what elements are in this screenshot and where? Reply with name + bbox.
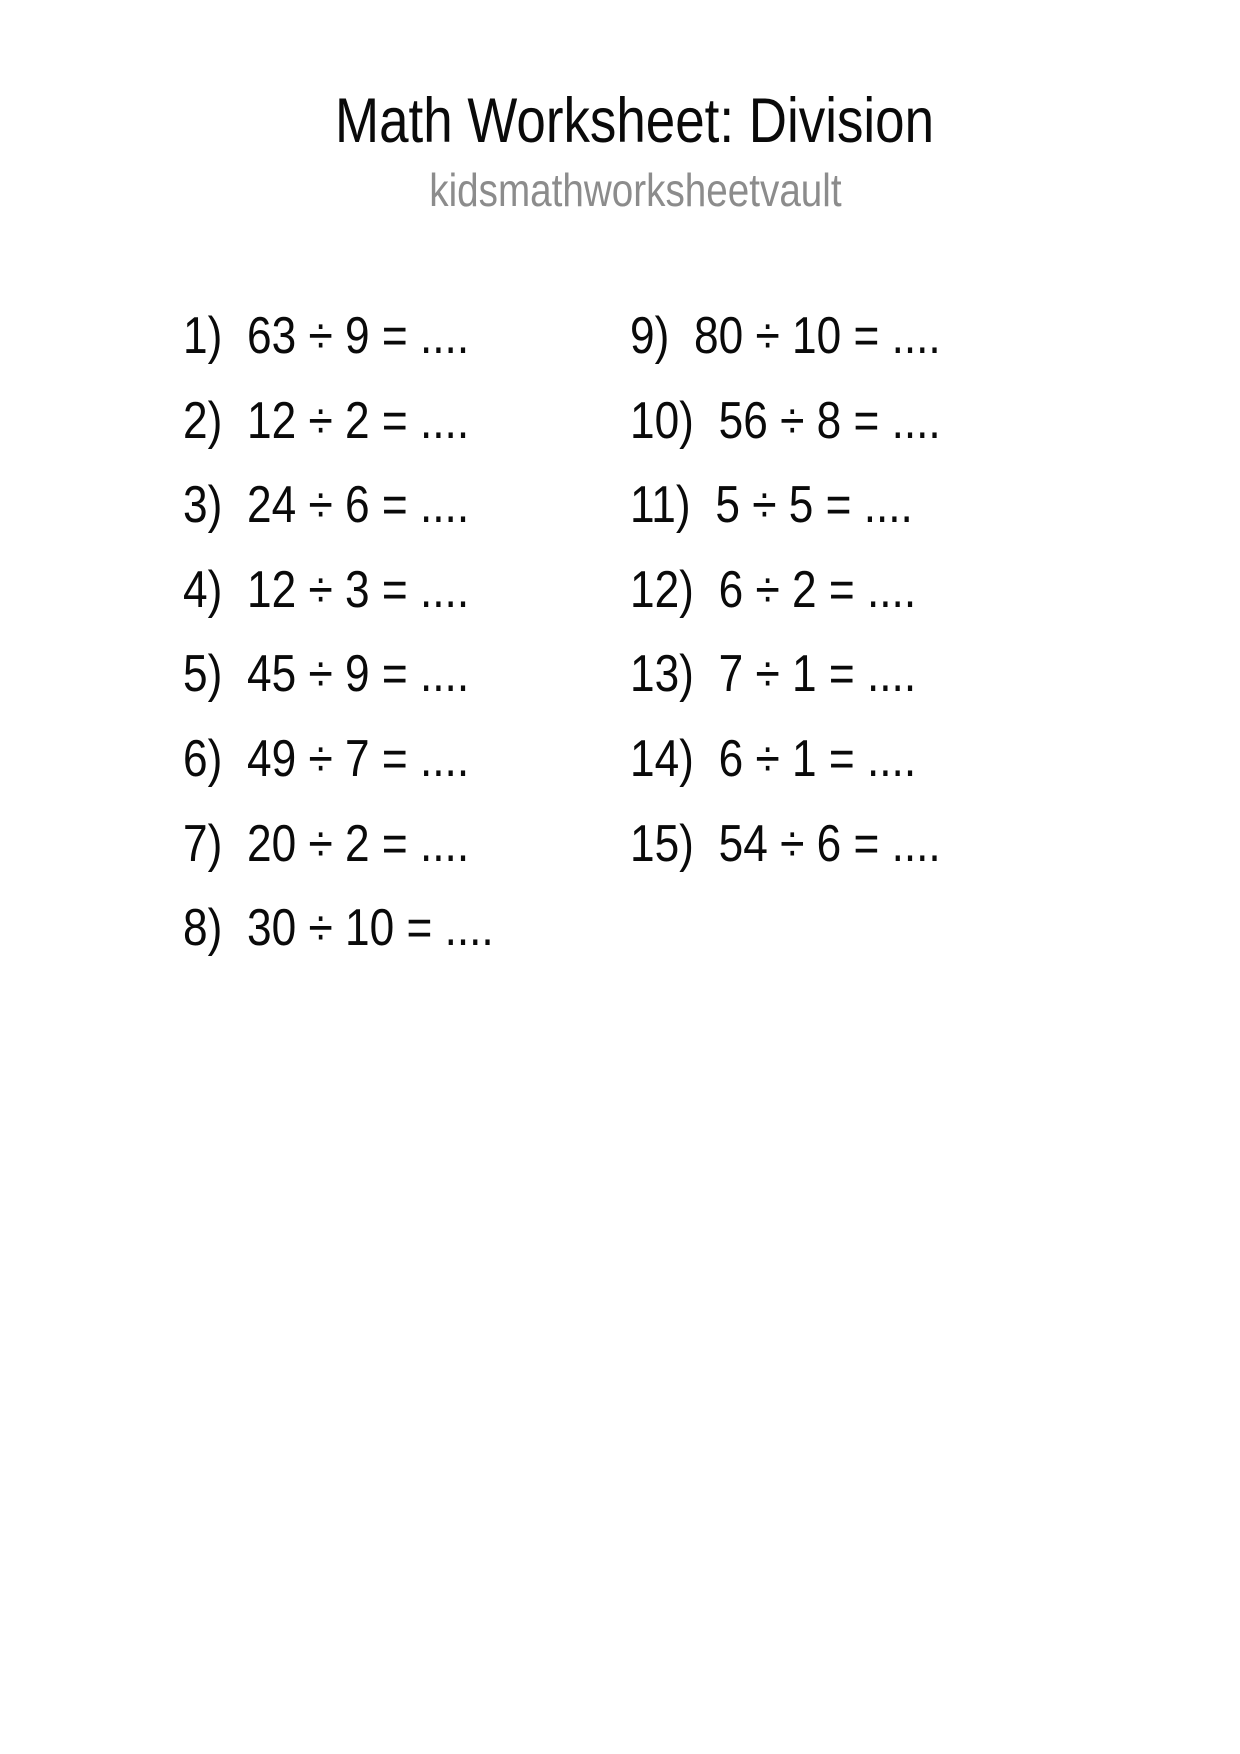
problem-expression: 24 ÷ 6 = .... <box>247 476 470 535</box>
problems-column-left <box>183 307 630 987</box>
problems-section <box>0 307 1240 987</box>
problem-expression: 49 ÷ 7 = .... <box>247 730 470 789</box>
problem-number: 6) <box>183 730 223 789</box>
problem-number: 5) <box>183 645 223 704</box>
problem-line <box>630 476 913 535</box>
problem-number: 15) <box>630 814 694 873</box>
problem-number: 11) <box>630 476 691 535</box>
problem-expression: 6 ÷ 2 = .... <box>718 560 917 619</box>
problem-number: 14) <box>630 730 694 789</box>
problem-line <box>183 476 470 535</box>
problem-item <box>183 645 630 733</box>
problem-item <box>630 307 1240 395</box>
problem-expression: 54 ÷ 6 = .... <box>718 814 941 873</box>
problem-item <box>630 391 1240 480</box>
problem-number: 12) <box>630 560 694 619</box>
problem-expression: 56 ÷ 8 = .... <box>718 391 941 450</box>
problem-line <box>183 560 470 619</box>
page-subtitle <box>30 165 1240 217</box>
problem-item <box>183 560 630 649</box>
problem-line <box>183 307 470 366</box>
problem-line <box>630 730 917 789</box>
problem-expression: 45 ÷ 9 = .... <box>247 645 470 704</box>
problem-item <box>630 476 1240 564</box>
problem-expression: 30 ÷ 10 = .... <box>247 899 494 958</box>
problem-number: 1) <box>183 307 223 366</box>
problem-expression: 12 ÷ 3 = .... <box>247 560 470 619</box>
problem-expression: 80 ÷ 10 = .... <box>694 307 941 366</box>
problem-number: 7) <box>183 814 223 873</box>
problem-number: 10) <box>630 391 694 450</box>
problem-item <box>183 391 630 480</box>
problem-number: 4) <box>183 560 223 619</box>
problem-number: 9) <box>630 307 670 366</box>
problem-expression: 7 ÷ 1 = .... <box>718 645 917 704</box>
problem-number: 3) <box>183 476 223 535</box>
problem-item <box>183 307 630 395</box>
problem-expression: 6 ÷ 1 = .... <box>718 730 917 789</box>
problem-item <box>183 476 630 564</box>
problem-expression: 20 ÷ 2 = .... <box>247 814 470 873</box>
problem-item <box>630 730 1240 818</box>
problem-expression: 5 ÷ 5 = .... <box>715 476 913 535</box>
problem-line <box>183 645 470 704</box>
page-title: Math Worksheet: Division <box>335 86 935 156</box>
problem-line <box>183 814 470 873</box>
problems-column-right <box>630 307 1240 987</box>
problem-line <box>630 391 941 450</box>
problem-expression: 63 ÷ 9 = .... <box>247 307 470 366</box>
problem-number: 13) <box>630 645 694 704</box>
problem-item <box>630 645 1240 733</box>
problem-expression: 12 ÷ 2 = .... <box>247 391 470 450</box>
problem-line <box>630 645 917 704</box>
problem-line <box>183 899 494 958</box>
problem-line <box>183 730 470 789</box>
problem-line <box>630 814 941 873</box>
problem-item <box>630 560 1240 649</box>
problem-item <box>630 814 1240 903</box>
problem-line <box>183 391 470 450</box>
problem-number: 2) <box>183 391 223 450</box>
problem-line <box>630 560 917 619</box>
problem-item <box>183 814 630 903</box>
problem-number: 8) <box>183 899 223 958</box>
page-subtitle-text: kidsmathworksheetvault <box>428 163 842 216</box>
problem-line <box>630 307 941 366</box>
worksheet-header <box>30 0 1240 216</box>
problem-item <box>183 730 630 818</box>
problem-item <box>183 899 630 987</box>
